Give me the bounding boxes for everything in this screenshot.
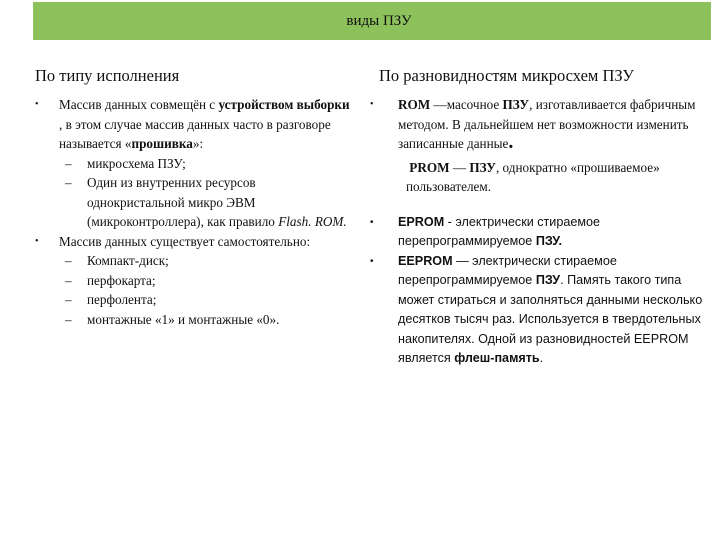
bold-term: PROM <box>409 159 450 175</box>
list-item-rom: • ROM —масочное ПЗУ, изготавливается фабричным методом. В дальнейшем нет возможности изменить записанные данные. <box>370 97 696 153</box>
bullet-icon: • <box>35 99 39 110</box>
list-item: • Массив данных существует самостоятельно: <box>35 232 355 252</box>
right-column <box>366 95 716 369</box>
sub-list-item: – монтажные «1» и монтажные «0». <box>35 310 355 330</box>
page-title: виды ПЗУ <box>346 12 412 29</box>
dash-marker: – <box>65 311 72 327</box>
list-item: • Массив данных совмещён с устройством выборки , в этом случае массив данных часто в разговоре называется «прошивка»: <box>35 97 350 151</box>
bold-term: ПЗУ <box>469 159 496 175</box>
bullet-icon: • <box>370 255 374 267</box>
dash-marker: – <box>65 272 72 288</box>
bold-term: ROM <box>398 97 431 112</box>
bold-term: ПЗУ <box>535 273 561 287</box>
bold-term: EPROM <box>398 214 445 229</box>
bold-term: EEPROM <box>398 253 453 268</box>
prom-paragraph: PROM — ПЗУ, однократно «прошиваемое» пользователем. <box>406 159 660 194</box>
title-bar <box>33 2 711 40</box>
list-item-eprom: • EPROM - электрически стираемое перепрограммируемое ПЗУ. <box>370 214 601 248</box>
sub-list-item: – перфокарта; <box>35 271 355 291</box>
dash-marker: – <box>65 155 72 171</box>
end-dot: . <box>508 131 514 153</box>
bullet-icon: • <box>370 99 374 110</box>
bold-term: ПЗУ <box>535 234 559 248</box>
bold-term: флеш-память <box>454 351 540 365</box>
list-item-eeprom: • EEPROM — электрически стираемое перепрограммируемое ПЗУ. Память такого типа может стираться и заполняться данными несколько десятков тысяч раз. Используется в твердотельных накопителях. Одной из разновидностей EEPROM является флеш-память. <box>370 253 703 365</box>
bullet-icon: • <box>35 235 39 247</box>
bold-term: прошивка <box>131 136 193 151</box>
bold-term: устройством выборки <box>218 97 350 112</box>
left-column <box>35 95 355 329</box>
sub-list-item: – микросхема ПЗУ; <box>35 154 355 174</box>
dash-marker: – <box>65 292 72 307</box>
right-column-heading: По разновидностям микросхем ПЗУ <box>379 66 634 85</box>
sub-list-item: – перфолента; <box>35 290 355 310</box>
bold-term: ПЗУ <box>502 97 530 112</box>
bullet-icon: • <box>370 216 374 228</box>
sub-list-item: – Один из внутренних ресурсов однокристальной микро ЭВМ (микроконтроллера), как правило Flash. ROM. <box>65 175 347 229</box>
left-column-heading: По типу исполнения <box>35 66 180 85</box>
dash-marker: – <box>65 175 72 190</box>
sub-list-item: – Компакт-диск; <box>35 251 355 271</box>
dash-marker: – <box>65 253 72 268</box>
